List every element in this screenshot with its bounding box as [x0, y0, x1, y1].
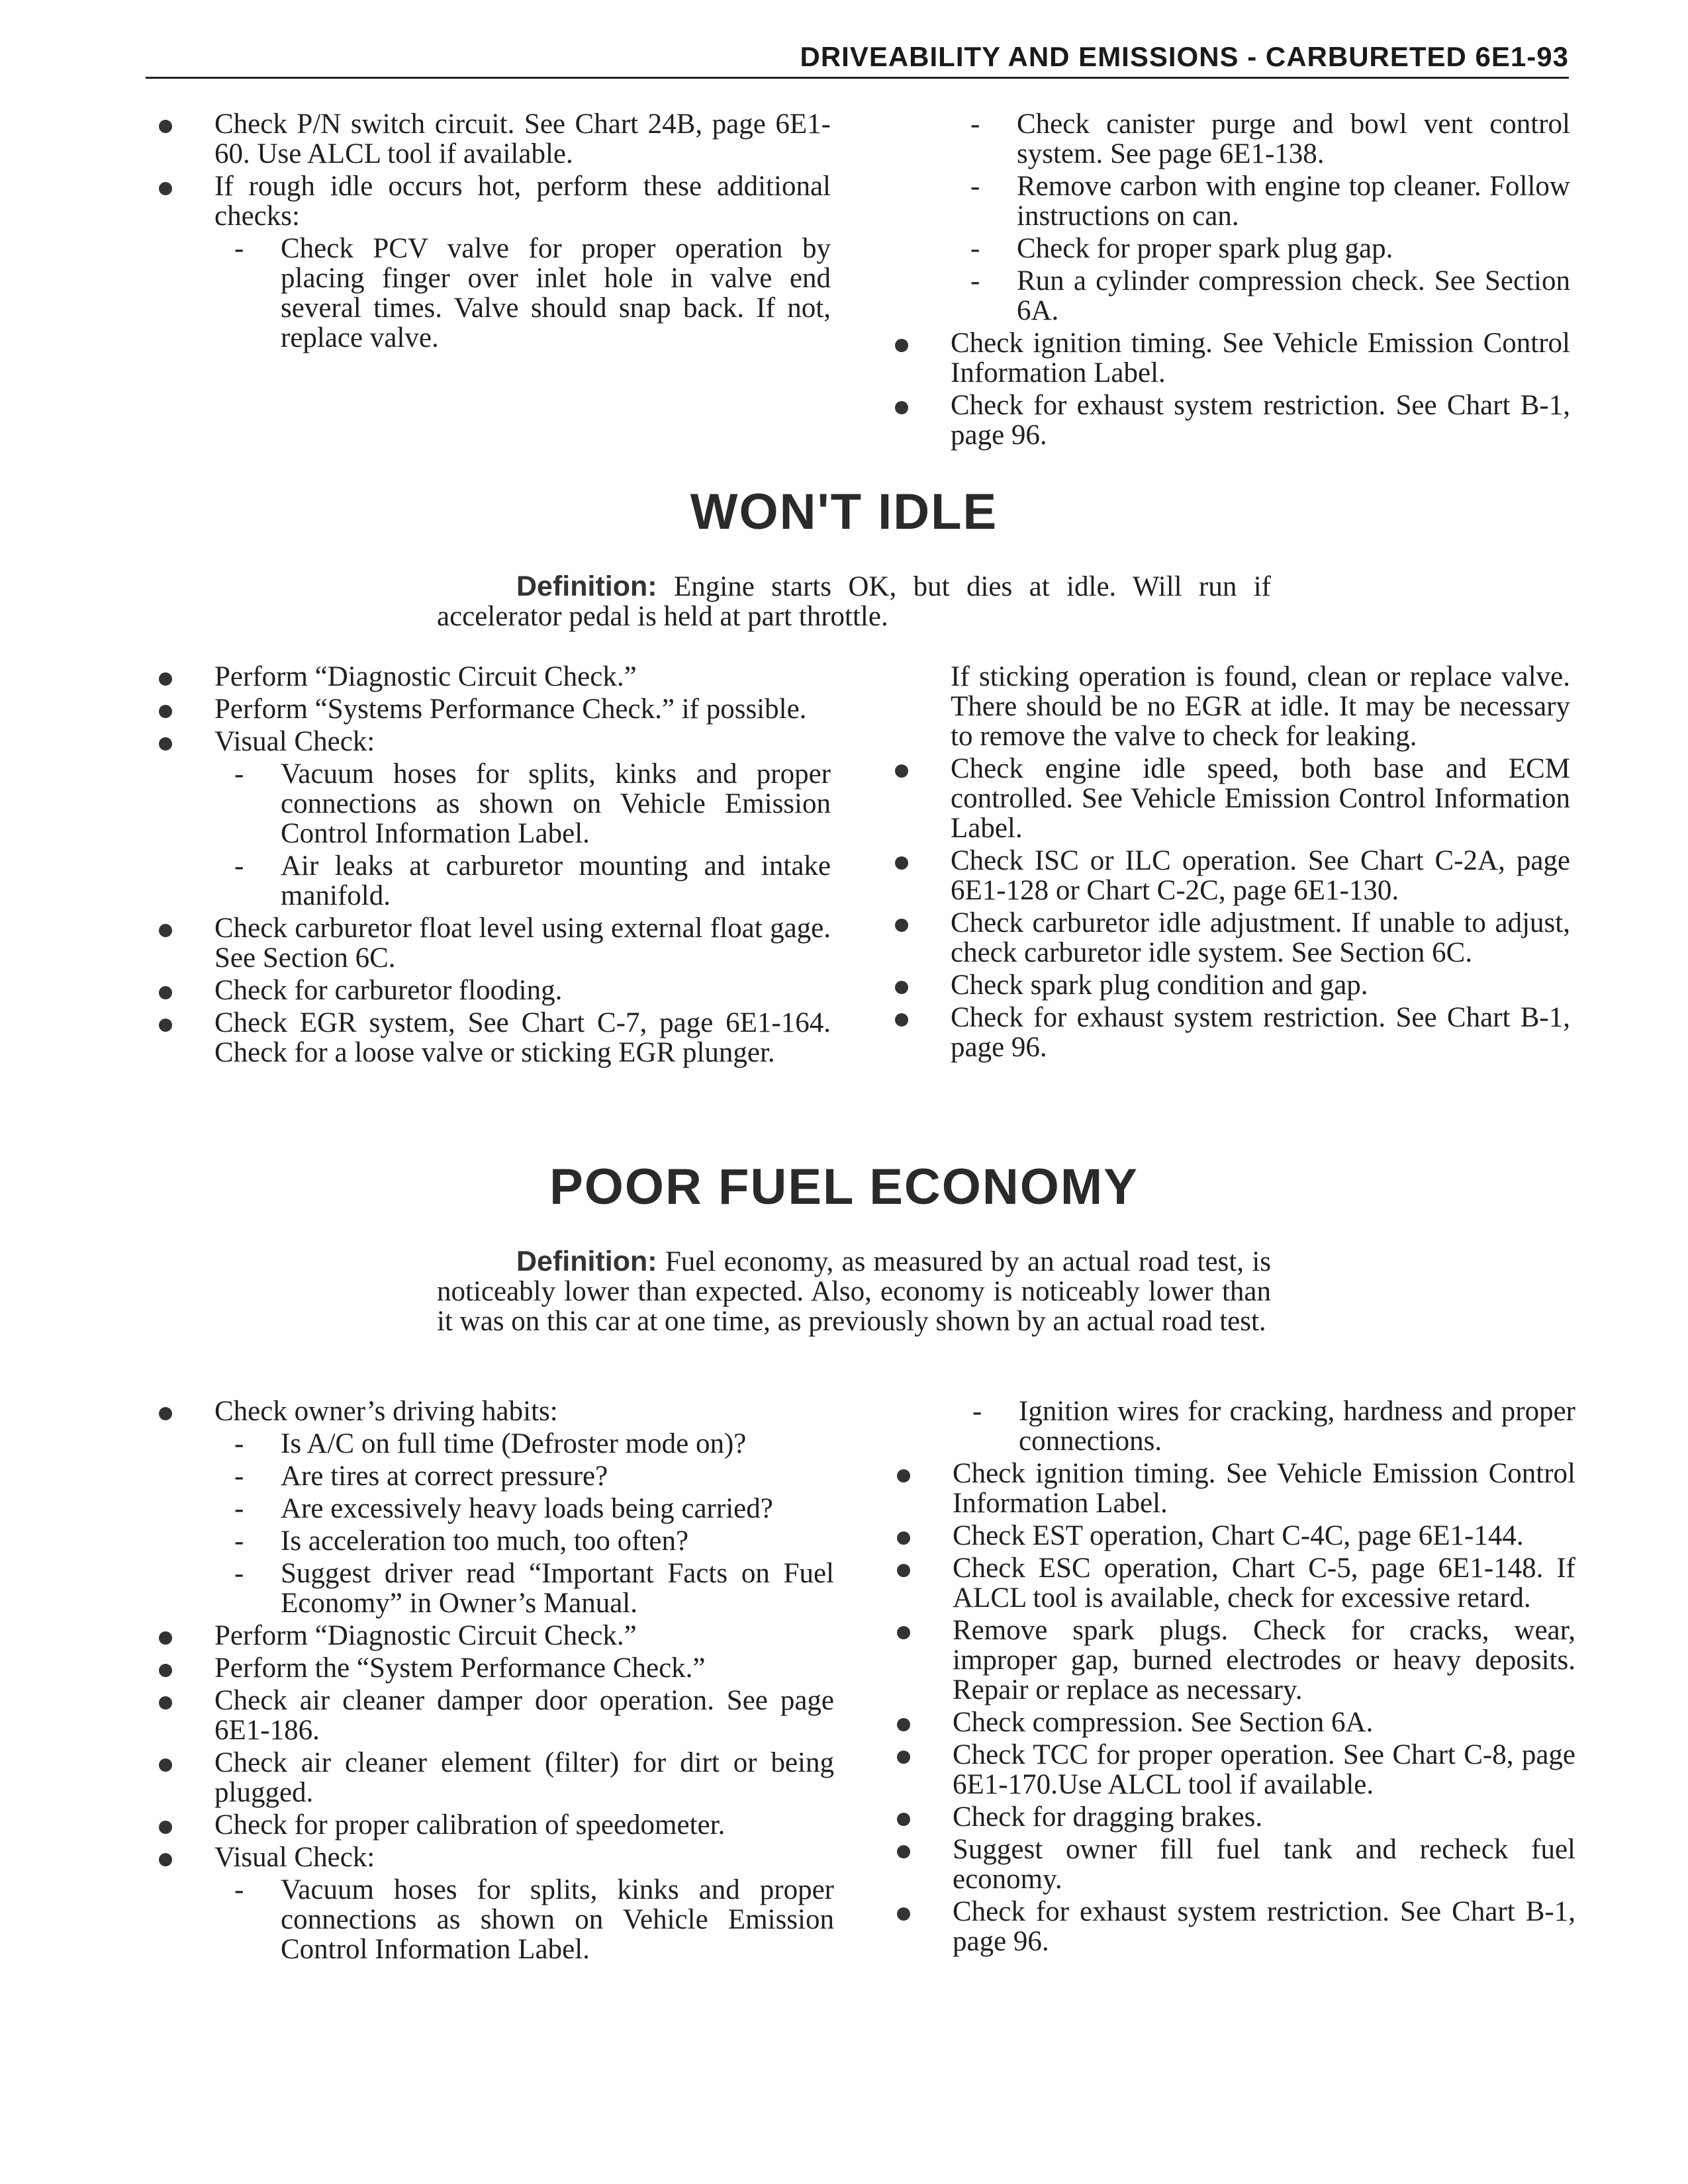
bullet-item: Check ISC or ILC operation. See Chart C-2A, page 6E1-128 or Chart C-2C, page 6E1-130.: [882, 846, 1570, 905]
wont-idle-definition: [437, 572, 1271, 631]
poor-fuel-economy-title: POOR FUEL ECONOMY: [549, 1159, 1139, 1215]
bullet-item: Perform “Systems Performance Check.” if possible.: [146, 694, 831, 724]
poor-fuel-definition: [437, 1247, 1271, 1336]
poor-fuel-definition-text: Fuel economy, as measured by an actual road test, is noticeably lower than expected. Also, economy is noticeably lower than it was on this car at one time, as previously shown by an actual road test.: [437, 1246, 1272, 1337]
paragraph-item: If sticking operation is found, clean or replace valve. There should be no EGR at idle. It may be necessary to remove the valve to check for leaking.: [951, 661, 1570, 752]
sub-item: - Air leaks at carburetor mounting and intake manifold.: [146, 851, 831, 911]
bullet-item: Check for carburetor flooding.: [146, 976, 831, 1005]
page-header: [146, 41, 1569, 79]
bullet-item: Visual Check:: [146, 1843, 834, 1872]
bullet-item: Check carburetor idle adjustment. If unable to adjust, check carburetor idle system. See Section 6C.: [882, 908, 1570, 968]
wont-idle-title: WON'T IDLE: [690, 484, 998, 540]
bullet-item: Visual Check:: [146, 727, 831, 756]
header-title: DRIVEABILITY AND EMISSIONS - CARBURETED 6E1-93: [800, 41, 1569, 72]
wont-idle-left-column: [146, 662, 831, 1070]
bullet-item: Check for dragging brakes.: [884, 1802, 1575, 1832]
sub-item: - Is acceleration too much, too often?: [146, 1526, 834, 1556]
sub-item: - Vacuum hoses for splits, kinks and proper connections as shown on Vehicle Emission Control Information Label.: [146, 759, 831, 848]
bullet-item: Perform “Diagnostic Circuit Check.”: [146, 662, 831, 692]
bullet-item: Check ignition timing. See Vehicle Emission Control Information Label.: [882, 328, 1570, 388]
bullet-item: Check TCC for proper operation. See Chart C-8, page 6E1-170.Use ALCL tool if available.: [884, 1740, 1575, 1799]
bullet-item: Check EST operation, Chart C-4C, page 6E1-144.: [884, 1521, 1575, 1551]
sub-item: - Check PCV valve for proper operation by placing finger over inlet hole in valve end several times. Valve should snap back. If not, replace valve.: [146, 234, 831, 353]
bullet-item: Check compression. See Section 6A.: [884, 1707, 1575, 1737]
sub-item: - Check for proper spark plug gap.: [882, 234, 1570, 263]
top-right-column: [882, 109, 1570, 453]
sub-item: - Is A/C on full time (Defroster mode on)?: [146, 1429, 834, 1459]
sub-item: - Remove carbon with engine top cleaner. Follow instructions on can.: [882, 171, 1570, 231]
wont-idle-definition-label: Definition:: [516, 570, 657, 602]
bullet-item: If rough idle occurs hot, perform these additional checks:: [146, 171, 831, 231]
bullet-item: Check for exhaust system restriction. See Chart B-1, page 96.: [882, 1003, 1570, 1062]
bullet-item: Check engine idle speed, both base and ECM controlled. See Vehicle Emission Control Information Label.: [882, 754, 1570, 843]
sub-item: - Ignition wires for cracking, hardness and proper connections.: [884, 1396, 1575, 1456]
wont-idle-definition-text: Engine starts OK, but dies at idle. Will run if accelerator pedal is held at part throttle.: [437, 571, 1271, 632]
bullet-item: Perform the “System Performance Check.”: [146, 1653, 834, 1683]
poor-fuel-right-column: [884, 1396, 1575, 1959]
sub-item: - Are tires at correct pressure?: [146, 1461, 834, 1491]
bullet-item: Remove spark plugs. Check for cracks, wear, improper gap, burned electrodes or heavy deposits. Repair or replace as necessary.: [884, 1615, 1575, 1705]
sub-item: - Check canister purge and bowl vent control system. See page 6E1-138.: [882, 109, 1570, 169]
bullet-item: Check for proper calibration of speedometer.: [146, 1810, 834, 1840]
poor-fuel-definition-label: Definition:: [516, 1246, 657, 1277]
bullet-item: Check P/N switch circuit. See Chart 24B, page 6E1-60. Use ALCL tool if available.: [146, 109, 831, 169]
sub-item: - Are excessively heavy loads being carried?: [146, 1494, 834, 1524]
bullet-item: Check air cleaner element (filter) for dirt or being plugged.: [146, 1748, 834, 1807]
bullet-item: Check spark plug condition and gap.: [882, 970, 1570, 1000]
bullet-item: Check air cleaner damper door operation. See page 6E1-186.: [146, 1686, 834, 1745]
sub-item: - Suggest driver read “Important Facts on Fuel Economy” in Owner’s Manual.: [146, 1559, 834, 1618]
bullet-item: Check owner’s driving habits:: [146, 1396, 834, 1426]
bullet-item: Suggest owner fill fuel tank and recheck fuel economy.: [884, 1835, 1575, 1894]
bullet-item: Check EGR system, See Chart C-7, page 6E1-164. Check for a loose valve or sticking EGR plunger.: [146, 1008, 831, 1068]
wont-idle-right-column: [882, 662, 1570, 1065]
bullet-item: Check ignition timing. See Vehicle Emission Control Information Label.: [884, 1459, 1575, 1518]
poor-fuel-left-column: [146, 1396, 834, 1967]
sub-item: - Vacuum hoses for splits, kinks and proper connections as shown on Vehicle Emission Control Information Label.: [146, 1875, 834, 1964]
bullet-item: Check for exhaust system restriction. See Chart B-1, page 96.: [882, 390, 1570, 450]
bullet-item: Check carburetor float level using external float gage. See Section 6C.: [146, 913, 831, 973]
bullet-item: Check for exhaust system restriction. See Chart B-1, page 96.: [884, 1897, 1575, 1956]
bullet-item: Check ESC operation, Chart C-5, page 6E1-148. If ALCL tool is available, check for excessive retard.: [884, 1553, 1575, 1613]
top-left-column: [146, 109, 831, 355]
bullet-item: Perform “Diagnostic Circuit Check.”: [146, 1621, 834, 1651]
sub-item: - Run a cylinder compression check. See Section 6A.: [882, 266, 1570, 326]
